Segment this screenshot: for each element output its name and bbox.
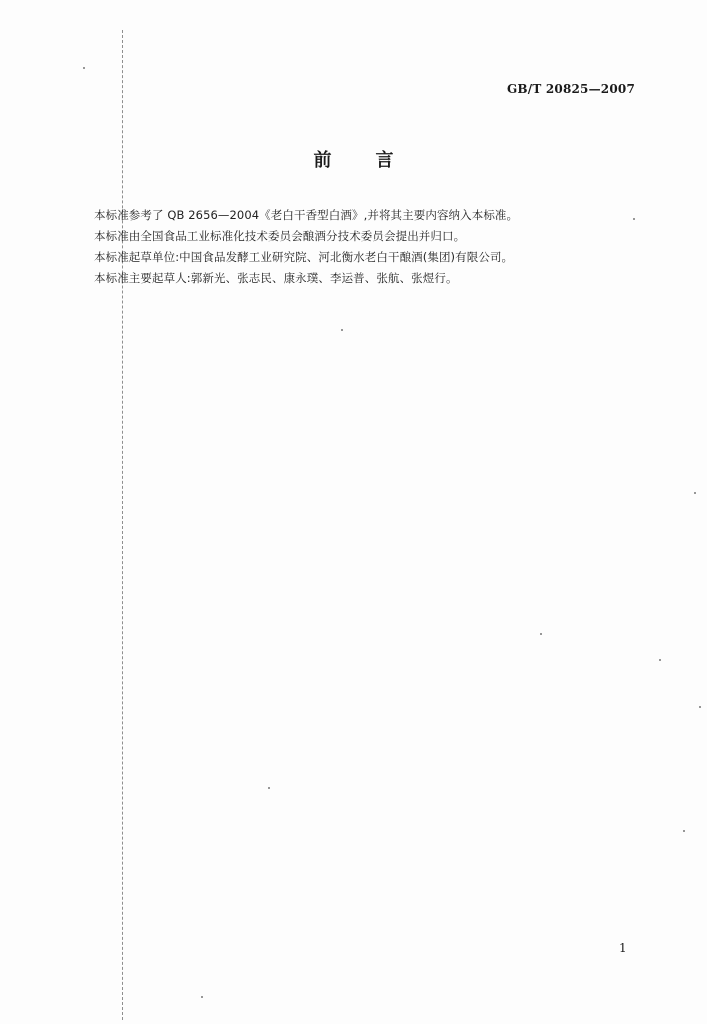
page-title: 前言 [313, 150, 438, 171]
foreword-paragraph: 本标准主要起草人:郭新光、张志民、康永璞、李运普、张航、张煜行。 [94, 271, 458, 285]
standard-number: GB/T 20825—2007 [506, 82, 635, 96]
scan-speck [694, 492, 696, 494]
scan-speck [341, 329, 343, 331]
scan-speck [268, 787, 270, 789]
foreword-paragraph: 本标准由全国食品工业标准化技术委员会酿酒分技术委员会提出并归口。 [94, 229, 466, 243]
scan-speck [659, 659, 661, 661]
scan-speck [683, 830, 685, 832]
binding-margin-line [122, 30, 123, 1020]
scan-speck [633, 218, 635, 220]
foreword-body [94, 205, 654, 289]
scan-speck [699, 706, 701, 708]
foreword-paragraph: 本标准参考了 QB 2656—2004《老白干香型白酒》,并将其主要内容纳入本标准。 [94, 208, 519, 222]
scan-speck [83, 67, 85, 69]
page-number: 1 [619, 941, 627, 955]
scan-speck [540, 633, 542, 635]
scan-speck [201, 996, 203, 998]
foreword-paragraph: 本标准起草单位:中国食品发酵工业研究院、河北衡水老白干酿酒(集团)有限公司。 [94, 250, 514, 264]
